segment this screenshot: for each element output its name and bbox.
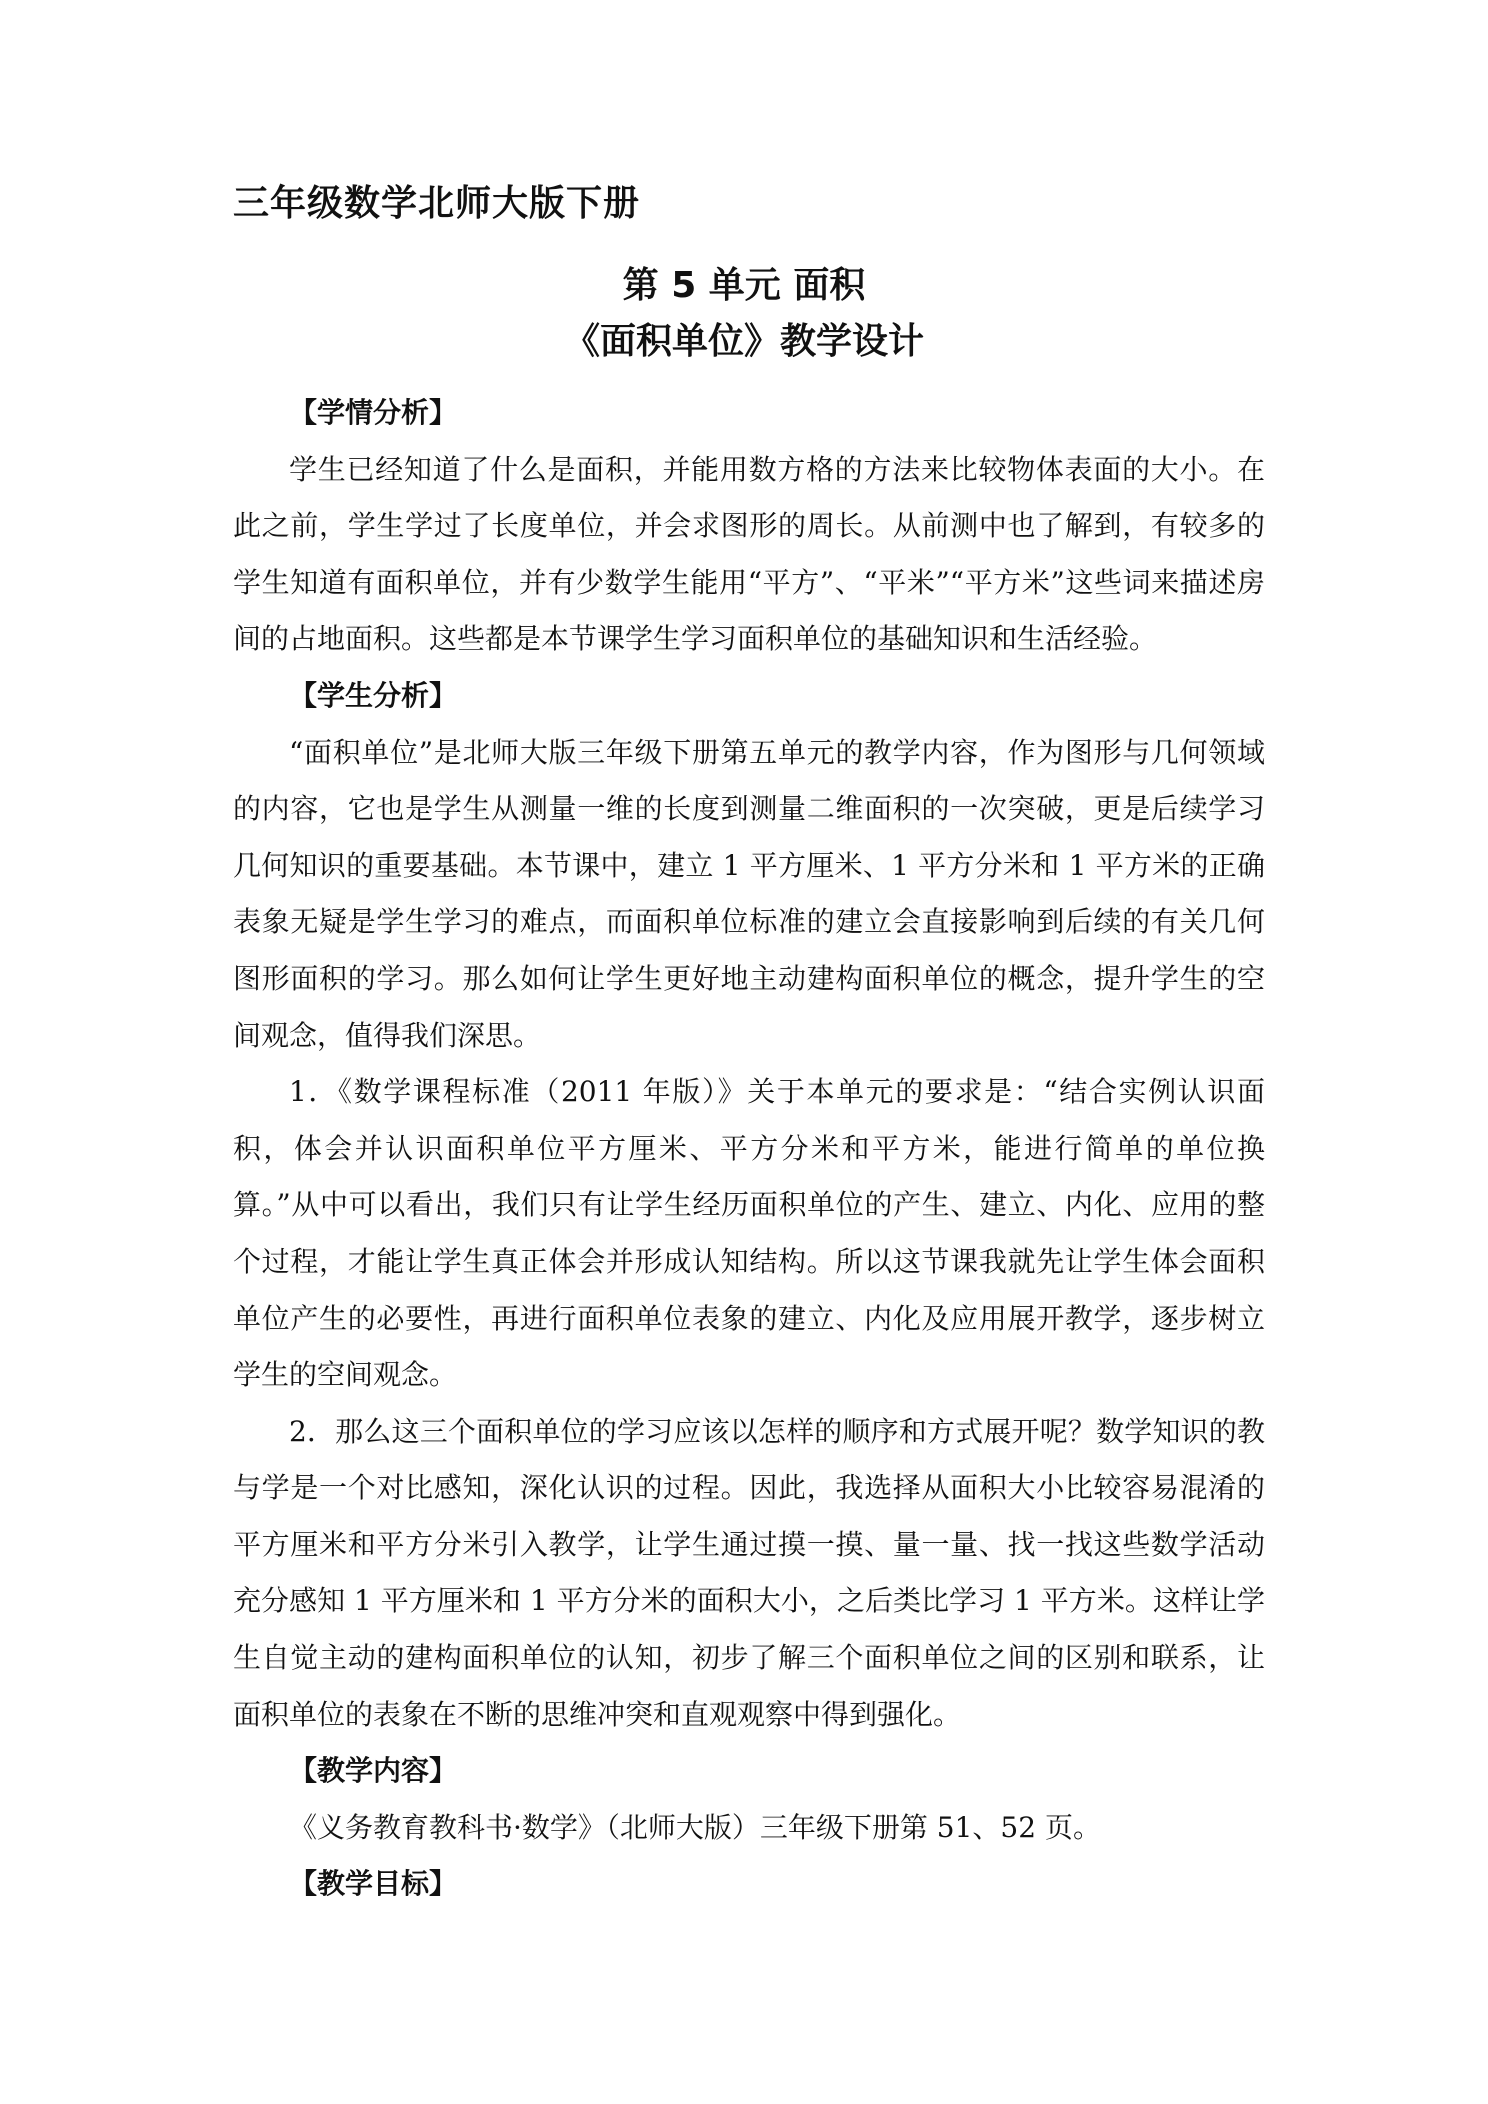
section-learning-situation bbox=[233, 385, 1265, 668]
paragraph: 学生已经知道了什么是面积，并能用数方格的方法来比较物体表面的大小。在此之前，学生学过了长度单位，并会求图形的周长。从前测中也了解到，有较多的学生知道有面积单位，并有少数学生能用“平方”、“平米”“平方米”这些词来描述房间的占地面积。这些都是本节课学生学习面积单位的基础知识和生活经验。 bbox=[233, 452, 1265, 656]
section-heading: 【学情分析】 bbox=[289, 396, 458, 429]
document-body bbox=[233, 385, 1265, 1913]
paragraph: “面积单位”是北师大版三年级下册第五单元的教学内容，作为图形与几何领域的内容，它也是学生从测量一维的长度到测量二维面积的一次突破，更是后续学习几何知识的重要基础。本节课中，建立 1 平方厘米、1 平方分米和 1 平方米的正确表象无疑是学生学习的难点，而面积单位标准的建立会直接影响到后续的有关几何图形面积的学习。那么如何让学生更好地主动建构面积单位的概念，提升学生的空间观念，值得我们深思。 bbox=[233, 735, 1265, 1052]
section-teaching-content bbox=[233, 1743, 1265, 1856]
paragraph: 《义务教育教科书·数学》（北师大版）三年级下册第 51、52 页。 bbox=[289, 1810, 1101, 1844]
section-heading: 【教学目标】 bbox=[289, 1867, 458, 1901]
lesson-title: 《面积单位》教学设计 bbox=[563, 321, 924, 362]
unit-title: 第 5 单元 面积 bbox=[622, 265, 866, 306]
paragraph: 2．那么这三个面积单位的学习应该以怎样的顺序和方式展开呢？数学知识的教与学是一个对比感知，深化认识的过程。因此，我选择从面积大小比较容易混淆的平方厘米和平方分米引入教学，让学生通过摸一摸、量一量、找一找这些数学活动充分感知 1 平方厘米和 1 平方分米的面积大小，之后类比学习 1 平方米。这样让学生自觉主动的建构面积单位的认知，初步了解三个面积单位之间的区别和联系，让面积单位的表象在不断的思维冲突和直观观察中得到强化。 bbox=[233, 1414, 1265, 1731]
section-heading: 【教学内容】 bbox=[289, 1754, 458, 1788]
section-teaching-objectives bbox=[233, 1856, 1265, 1913]
section-heading: 【学生分析】 bbox=[289, 678, 458, 712]
document-header-title: 三年级数学北师大版下册 bbox=[233, 183, 641, 224]
section-student-analysis bbox=[233, 668, 1265, 1743]
paragraph: 1．《数学课程标准（2011 年版）》关于本单元的要求是：“结合实例认识面积，体会并认识面积单位平方厘米、平方分米和平方米，能进行简单的单位换算。”从中可以看出，我们只有让学生经历面积单位的产生、建立、内化、应用的整个过程，才能让学生真正体会并形成认知结构。所以这节课我就先让学生体会面积单位产生的必要性，再进行面积单位表象的建立、内化及应用展开教学，逐步树立学生的空间观念。 bbox=[233, 1075, 1265, 1392]
